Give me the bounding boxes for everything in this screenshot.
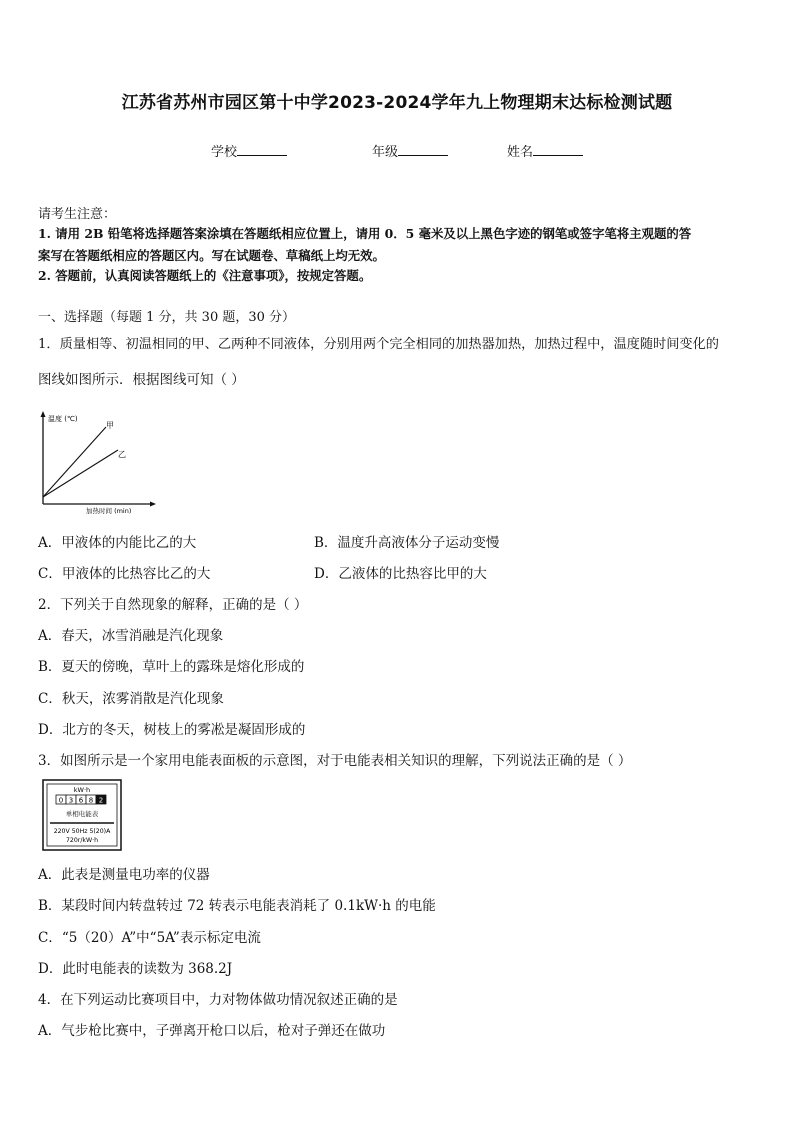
graph-y-arrow — [41, 411, 46, 417]
q3-meter-figure — [42, 779, 122, 851]
name-field[interactable] — [507, 141, 583, 160]
q3-option-a: A．此表是测量电功率的仪器 — [38, 867, 210, 883]
q2-option-c: C．秋天，浓雾消散是汽化现象 — [38, 691, 224, 707]
q3-option-b: B．某段时间内转盘转过 72 转表示电能表消耗了 0.1kW·h 的电能 — [38, 898, 436, 914]
school-label: 学校 — [211, 145, 238, 160]
q2-option-d: D．北方的冬天，树枝上的雾凇是凝固形成的 — [38, 722, 306, 738]
q4-stem: 4．在下列运动比赛项目中，力对物体做功情况叙述正确的是 — [38, 992, 398, 1008]
meter-digit: 0 — [58, 796, 64, 805]
q2-option-b: B．夏天的傍晚，草叶上的露珠是熔化形成的 — [38, 659, 305, 675]
graph-label-jia: 甲 — [106, 421, 114, 430]
q4-option-a: A．气步枪比赛中，子弹离开枪口以后，枪对子弹还在做功 — [38, 1023, 386, 1039]
q1-option-b: B．温度升高液体分子运动变慢 — [314, 535, 500, 551]
q3-option-d: D．此时电能表的读数为 368.2J — [38, 961, 233, 977]
q1-stem-b: 图线如图所示．根据图线可知（ ） — [38, 372, 245, 388]
meter-spec: 220V 50Hz 5(20)A — [53, 828, 111, 835]
q2-option-a: A．春天，冰雪消融是汽化现象 — [38, 628, 224, 644]
graph-label-yi: 乙 — [118, 450, 126, 459]
name-label: 姓名 — [507, 145, 534, 160]
q1-option-a: A．甲液体的内能比乙的大 — [38, 535, 197, 551]
meter-digit: 3 — [68, 796, 74, 805]
meter-rev: 720r/kW·h — [65, 837, 99, 844]
graph-y-label: 温度 (℃) — [48, 415, 78, 423]
meter-unit: kW·h — [73, 786, 91, 794]
meter-label: 单相电能表 — [65, 810, 99, 818]
graph-line-jia — [43, 427, 106, 497]
graph-x-arrow — [150, 502, 156, 507]
graph-line-yi — [43, 450, 118, 497]
notice-line-1b: 案写在答题纸相应的答题区内。写在试题卷、草稿纸上均无效。 — [38, 248, 385, 263]
q1-option-c: C．甲液体的比热容比乙的大 — [38, 566, 211, 582]
q3-option-c: C．“5（20）A”中“5A”表示标定电流 — [38, 930, 261, 946]
q1-option-d: D．乙液体的比热容比甲的大 — [314, 566, 487, 582]
grade-field[interactable] — [372, 141, 448, 160]
meter-digit: 2 — [98, 796, 104, 805]
page-title: 江苏省苏州市园区第十中学2023-2024学年九上物理期末达标检测试题 — [121, 93, 673, 113]
notice-line-1a: 1. 请用 2B 铅笔将选择题答案涂填在答题纸相应位置上，请用 0．5 毫米及以上黑色字迹的钢笔或签字笔将主观题的答 — [38, 226, 692, 241]
notice-heading: 请考生注意： — [38, 207, 117, 222]
section-heading: 一、选择题（每题 1 分，共 30 题，30 分） — [38, 310, 296, 325]
q1-graph — [38, 410, 158, 515]
q3-stem: 3．如图所示是一个家用电能表面板的示意图，对于电能表相关知识的理解，下列说法正确的是（ ） — [38, 753, 632, 769]
meter-digit: 6 — [78, 796, 84, 805]
school-field[interactable] — [211, 141, 287, 160]
q1-stem-a: 1．质量相等、初温相同的甲、乙两种不同液体，分别用两个完全相同的加热器加热，加热过程中，温度随时间变化的 — [38, 337, 719, 352]
graph-x-label: 加热时间 (min) — [86, 507, 132, 515]
q2-stem: 2．下列关于自然现象的解释，正确的是（ ） — [38, 597, 308, 613]
grade-label: 年级 — [372, 145, 399, 160]
meter-digit: 8 — [88, 796, 94, 805]
notice-line-2: 2. 答题前，认真阅读答题纸上的《注意事项》，按规定答题。 — [38, 268, 372, 283]
